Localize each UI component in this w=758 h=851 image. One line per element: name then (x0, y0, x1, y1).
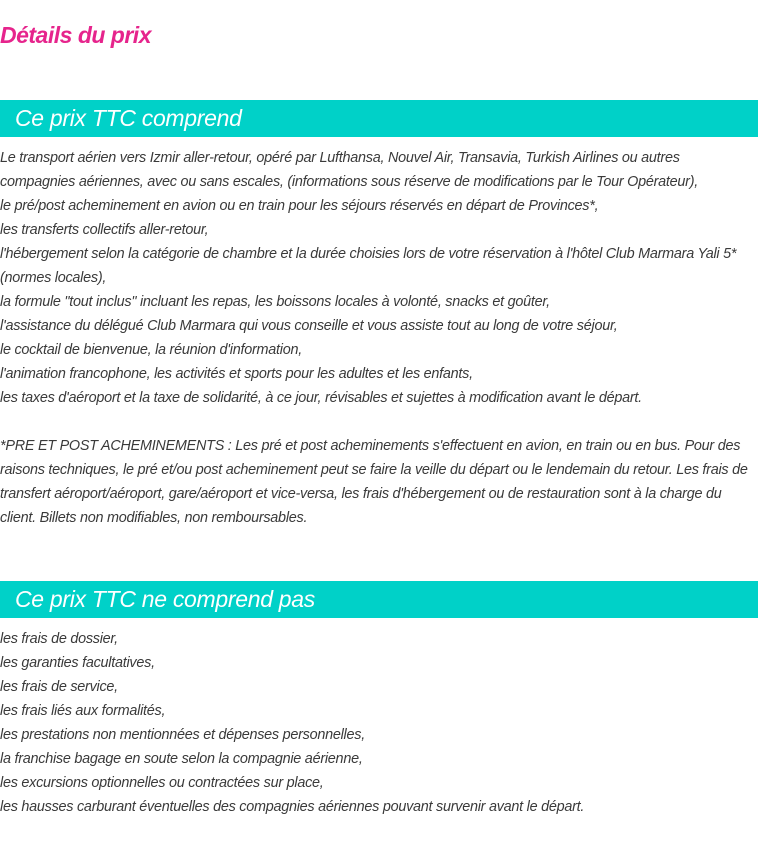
list-item: les hausses carburant éventuelles des compagnies aériennes pouvant survenir avant le départ. (0, 799, 585, 815)
section-header-excluded (0, 581, 758, 618)
section-heading-included: Ce prix TTC comprend (15, 105, 242, 131)
list-item: les transferts collectifs aller-retour, (0, 222, 209, 238)
list-item: l'hébergement selon la catégorie de chambre et la durée choisies lors de votre réservation à l'hôtel Club Marmara Yali 5* (normes locales), (0, 246, 737, 286)
acheminement-note: *PRE ET POST ACHEMINEMENTS : Les pré et post acheminements s'effectuent en avion, en train ou en bus. Pour des raisons techniques, le pré et/ou post acheminement peut se faire la veille du départ ou le lendemain du retour. Les frais de transfert aéroport/aéroport, gare/aéroport et vice-versa, les frais d'hébergement ou de restauration sont à la charge du client. Billets non modifiables, non remboursables. (0, 438, 748, 526)
list-item: l'assistance du délégué Club Marmara qui vous conseille et vous assiste tout au long de votre séjour, (0, 318, 618, 334)
list-item: le cocktail de bienvenue, la réunion d'information, (0, 342, 302, 358)
section-header-included (0, 100, 758, 137)
list-item: l'animation francophone, les activités et sports pour les adultes et les enfants, (0, 366, 473, 382)
list-item: les prestations non mentionnées et dépenses personnelles, (0, 727, 365, 743)
page-title: Détails du prix (0, 22, 151, 48)
list-item: les excursions optionnelles ou contractées sur place, (0, 775, 324, 791)
list-item: la formule "tout inclus" incluant les repas, les boissons locales à volonté, snacks et goûter, (0, 294, 550, 310)
section-heading-excluded: Ce prix TTC ne comprend pas (15, 586, 315, 612)
list-item: les frais liés aux formalités, (0, 703, 166, 719)
included-list (0, 146, 758, 410)
excluded-list (0, 627, 758, 819)
list-item: les garanties facultatives, (0, 655, 155, 671)
list-item: les frais de dossier, (0, 631, 118, 647)
list-item: Le transport aérien vers Izmir aller-retour, opéré par Lufthansa, Nouvel Air, Transavia, Turkish Airlines ou autres compagnies aériennes, avec ou sans escales, (informations sous réserve de modifications par le Tour Opérateur), (0, 150, 699, 190)
list-item: la franchise bagage en soute selon la compagnie aérienne, (0, 751, 363, 767)
list-item: les frais de service, (0, 679, 118, 695)
list-item: les taxes d'aéroport et la taxe de solidarité, à ce jour, révisables et sujettes à modification avant le départ. (0, 390, 642, 406)
list-item: le pré/post acheminement en avion ou en train pour les séjours réservés en départ de Provinces*, (0, 198, 599, 214)
